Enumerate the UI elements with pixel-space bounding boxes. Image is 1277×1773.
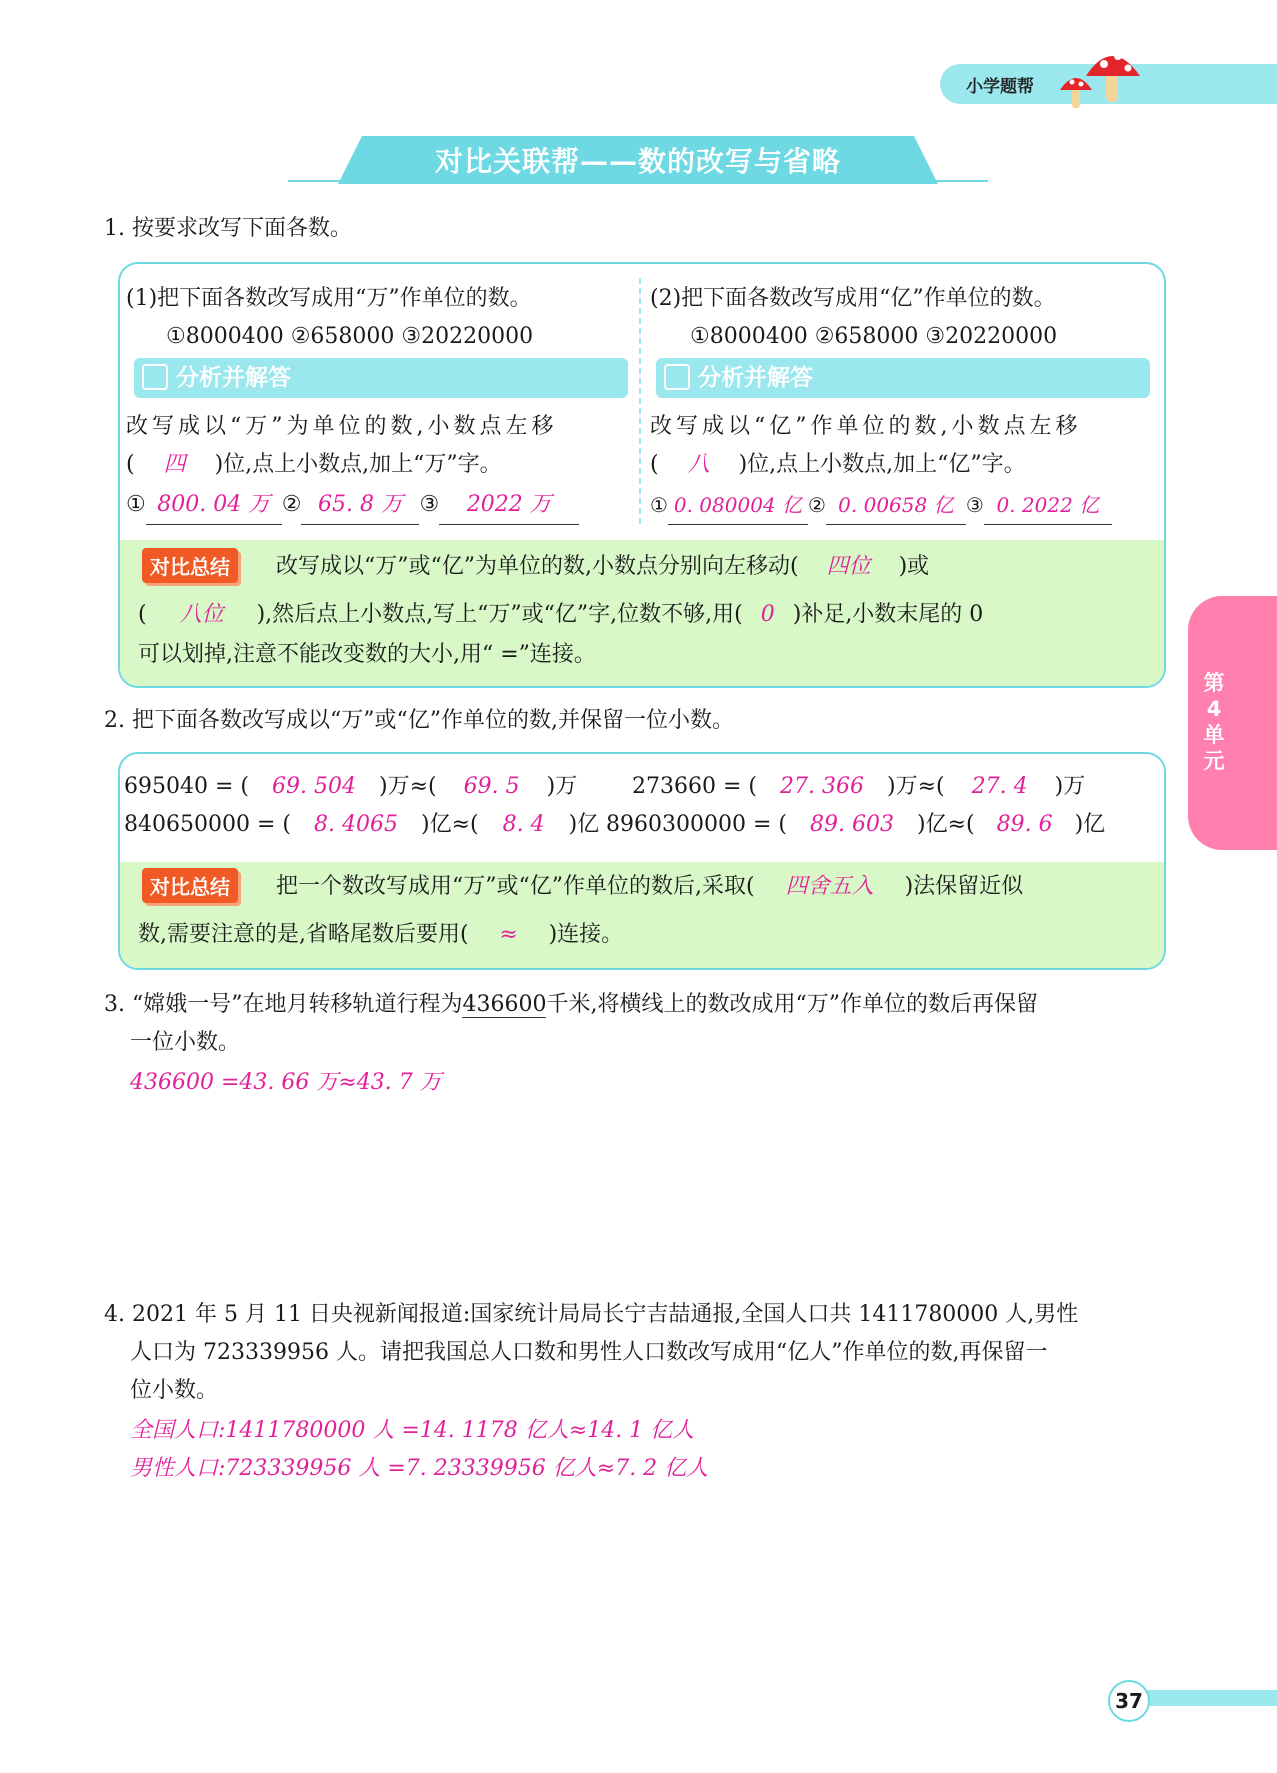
q1-right-text1: 改写成以“亿”作单位的数,小数点左移 [650, 414, 1082, 439]
page-title: 对比关联帮——数的改写与省略 [434, 145, 841, 178]
pencil-icon [664, 364, 690, 390]
answer-summary-2: 八位 [179, 602, 224, 627]
q2-summary-line1: 把一个数改写成用“万”或“亿”作单位的数后,采取( 四舍五入 )法保留近似 [276, 868, 1023, 906]
column-divider [639, 278, 641, 524]
q1-summary-line1: 改写成以“万”或“亿”为单位的数,小数点分别向左移动( 四位 )或 [276, 548, 929, 586]
q4-stem-line1: 4. 2021 年 5 月 11 日央视新闻报道:国家统计局局长宁吉喆通报,全国人口共 1411780000 人,男性 [104, 1302, 1079, 1327]
brand-label: 小学题帮 [966, 77, 1034, 97]
summary-tag: 对比总结 [142, 548, 238, 583]
page-number-bar [1130, 1690, 1277, 1706]
q1-right-prompt: (2)把下面各数改写成用“亿”作单位的数。 [650, 286, 1056, 311]
answer-symbol: ≈ [499, 922, 518, 947]
page-number: 37 [1108, 1680, 1150, 1722]
q4-stem-line3: 位小数。 [130, 1378, 219, 1403]
q2-summary [120, 862, 1164, 968]
q1-left-prompt: (1)把下面各数改写成用“万”作单位的数。 [126, 286, 532, 311]
answer-3: 2022 万 [439, 486, 579, 525]
answer-summary-3: 0 [760, 602, 775, 627]
q3-underlined-number: 436600 [462, 992, 547, 1017]
q1-stem: 1. 按要求改写下面各数。 [104, 216, 352, 241]
answer-2: 0. 00658 亿 [826, 486, 966, 525]
analysis-label: 分析并解答 [176, 365, 291, 391]
q2-row1-right: 273660 = ( 27. 366 )万≈( 27. 4 )万 [632, 774, 1086, 799]
analysis-label: 分析并解答 [698, 365, 813, 391]
q4-stem-line2: 人口为 723339956 人。请把我国总人口数和男性人口数改写成用“亿人”作单位的数,再保留一 [130, 1340, 1048, 1365]
q3-stem-line2: 一位小数。 [130, 1030, 241, 1055]
q1-right-answers: ① 0. 080004 亿 ② 0. 00658 亿 ③ 0. 2022 亿 [650, 486, 1112, 525]
q1-right-text2: ( 八 )位,点上小数点,加上“亿”字。 [650, 446, 1026, 484]
answer-2: 65. 8 万 [301, 486, 419, 525]
answer-3: 0. 2022 亿 [984, 486, 1112, 525]
q1-box [118, 262, 1166, 688]
q2-row2-right: 8960300000 = ( 89. 603 )亿≈( 89. 6 )亿 [606, 812, 1106, 837]
q1-summary-line3: 可以划掉,注意不能改变数的大小,用“ =”连接。 [138, 642, 596, 667]
answer-summary-1: 四位 [826, 554, 871, 579]
pencil-icon [142, 364, 168, 390]
mushroom-icon [1058, 44, 1148, 118]
answer-shift-left: 四 [163, 452, 186, 477]
unit-label: 第 4 单 元 [1203, 671, 1225, 773]
summary-tag: 对比总结 [142, 868, 238, 903]
answer-1: 800. 04 万 [146, 486, 282, 525]
q1-left-analysis-bar [134, 358, 628, 398]
answer-shift-right: 八 [687, 452, 710, 477]
answer-method: 四舍五入 [785, 874, 874, 899]
q2-summary-line2: 数,需要注意的是,省略尾数后要用( ≈ )连接。 [138, 916, 623, 954]
answer-1: 0. 080004 亿 [668, 486, 808, 525]
q1-summary-line2: ( 八位 ),然后点上小数点,写上“万”或“亿”字,位数不够,用( 0 )补足,小数末尾的 0 [138, 596, 983, 634]
q1-left-answers: ① 800. 04 万 ② 65. 8 万 ③ 2022 万 [126, 486, 579, 525]
q4-answer-total: 全国人口:1411780000 人 =14. 1178 亿人≈14. 1 亿人 [130, 1418, 695, 1443]
q3-stem: 3. “嫦娥一号”在地月转移轨道行程为436600千米,将横线上的数改成用“万”作单位的数后再保留 [104, 992, 1038, 1017]
q1-left-text1: 改写成以“万”为单位的数,小数点左移 [126, 414, 558, 439]
q4-answer-male: 男性人口:723339956 人 =7. 23339956 亿人≈7. 2 亿人 [130, 1456, 709, 1481]
q1-right-numbers: ①8000400 ②658000 ③20220000 [690, 324, 1058, 349]
q2-box [118, 752, 1166, 970]
q2-row1-left: 695040 = ( 69. 504 )万≈( 69. 5 )万 [124, 774, 578, 799]
q1-left-text2: ( 四 )位,点上小数点,加上“万”字。 [126, 446, 502, 484]
q2-row2-left: 840650000 = ( 8. 4065 )亿≈( 8. 4 )亿 [124, 812, 600, 837]
q2-stem: 2. 把下面各数改写成以“万”或“亿”作单位的数,并保留一位小数。 [104, 708, 734, 733]
q1-right-analysis-bar [656, 358, 1150, 398]
q1-summary [120, 540, 1164, 686]
q1-left-numbers: ①8000400 ②658000 ③20220000 [166, 324, 534, 349]
q3-answer: 436600 =43. 66 万≈43. 7 万 [130, 1070, 442, 1095]
